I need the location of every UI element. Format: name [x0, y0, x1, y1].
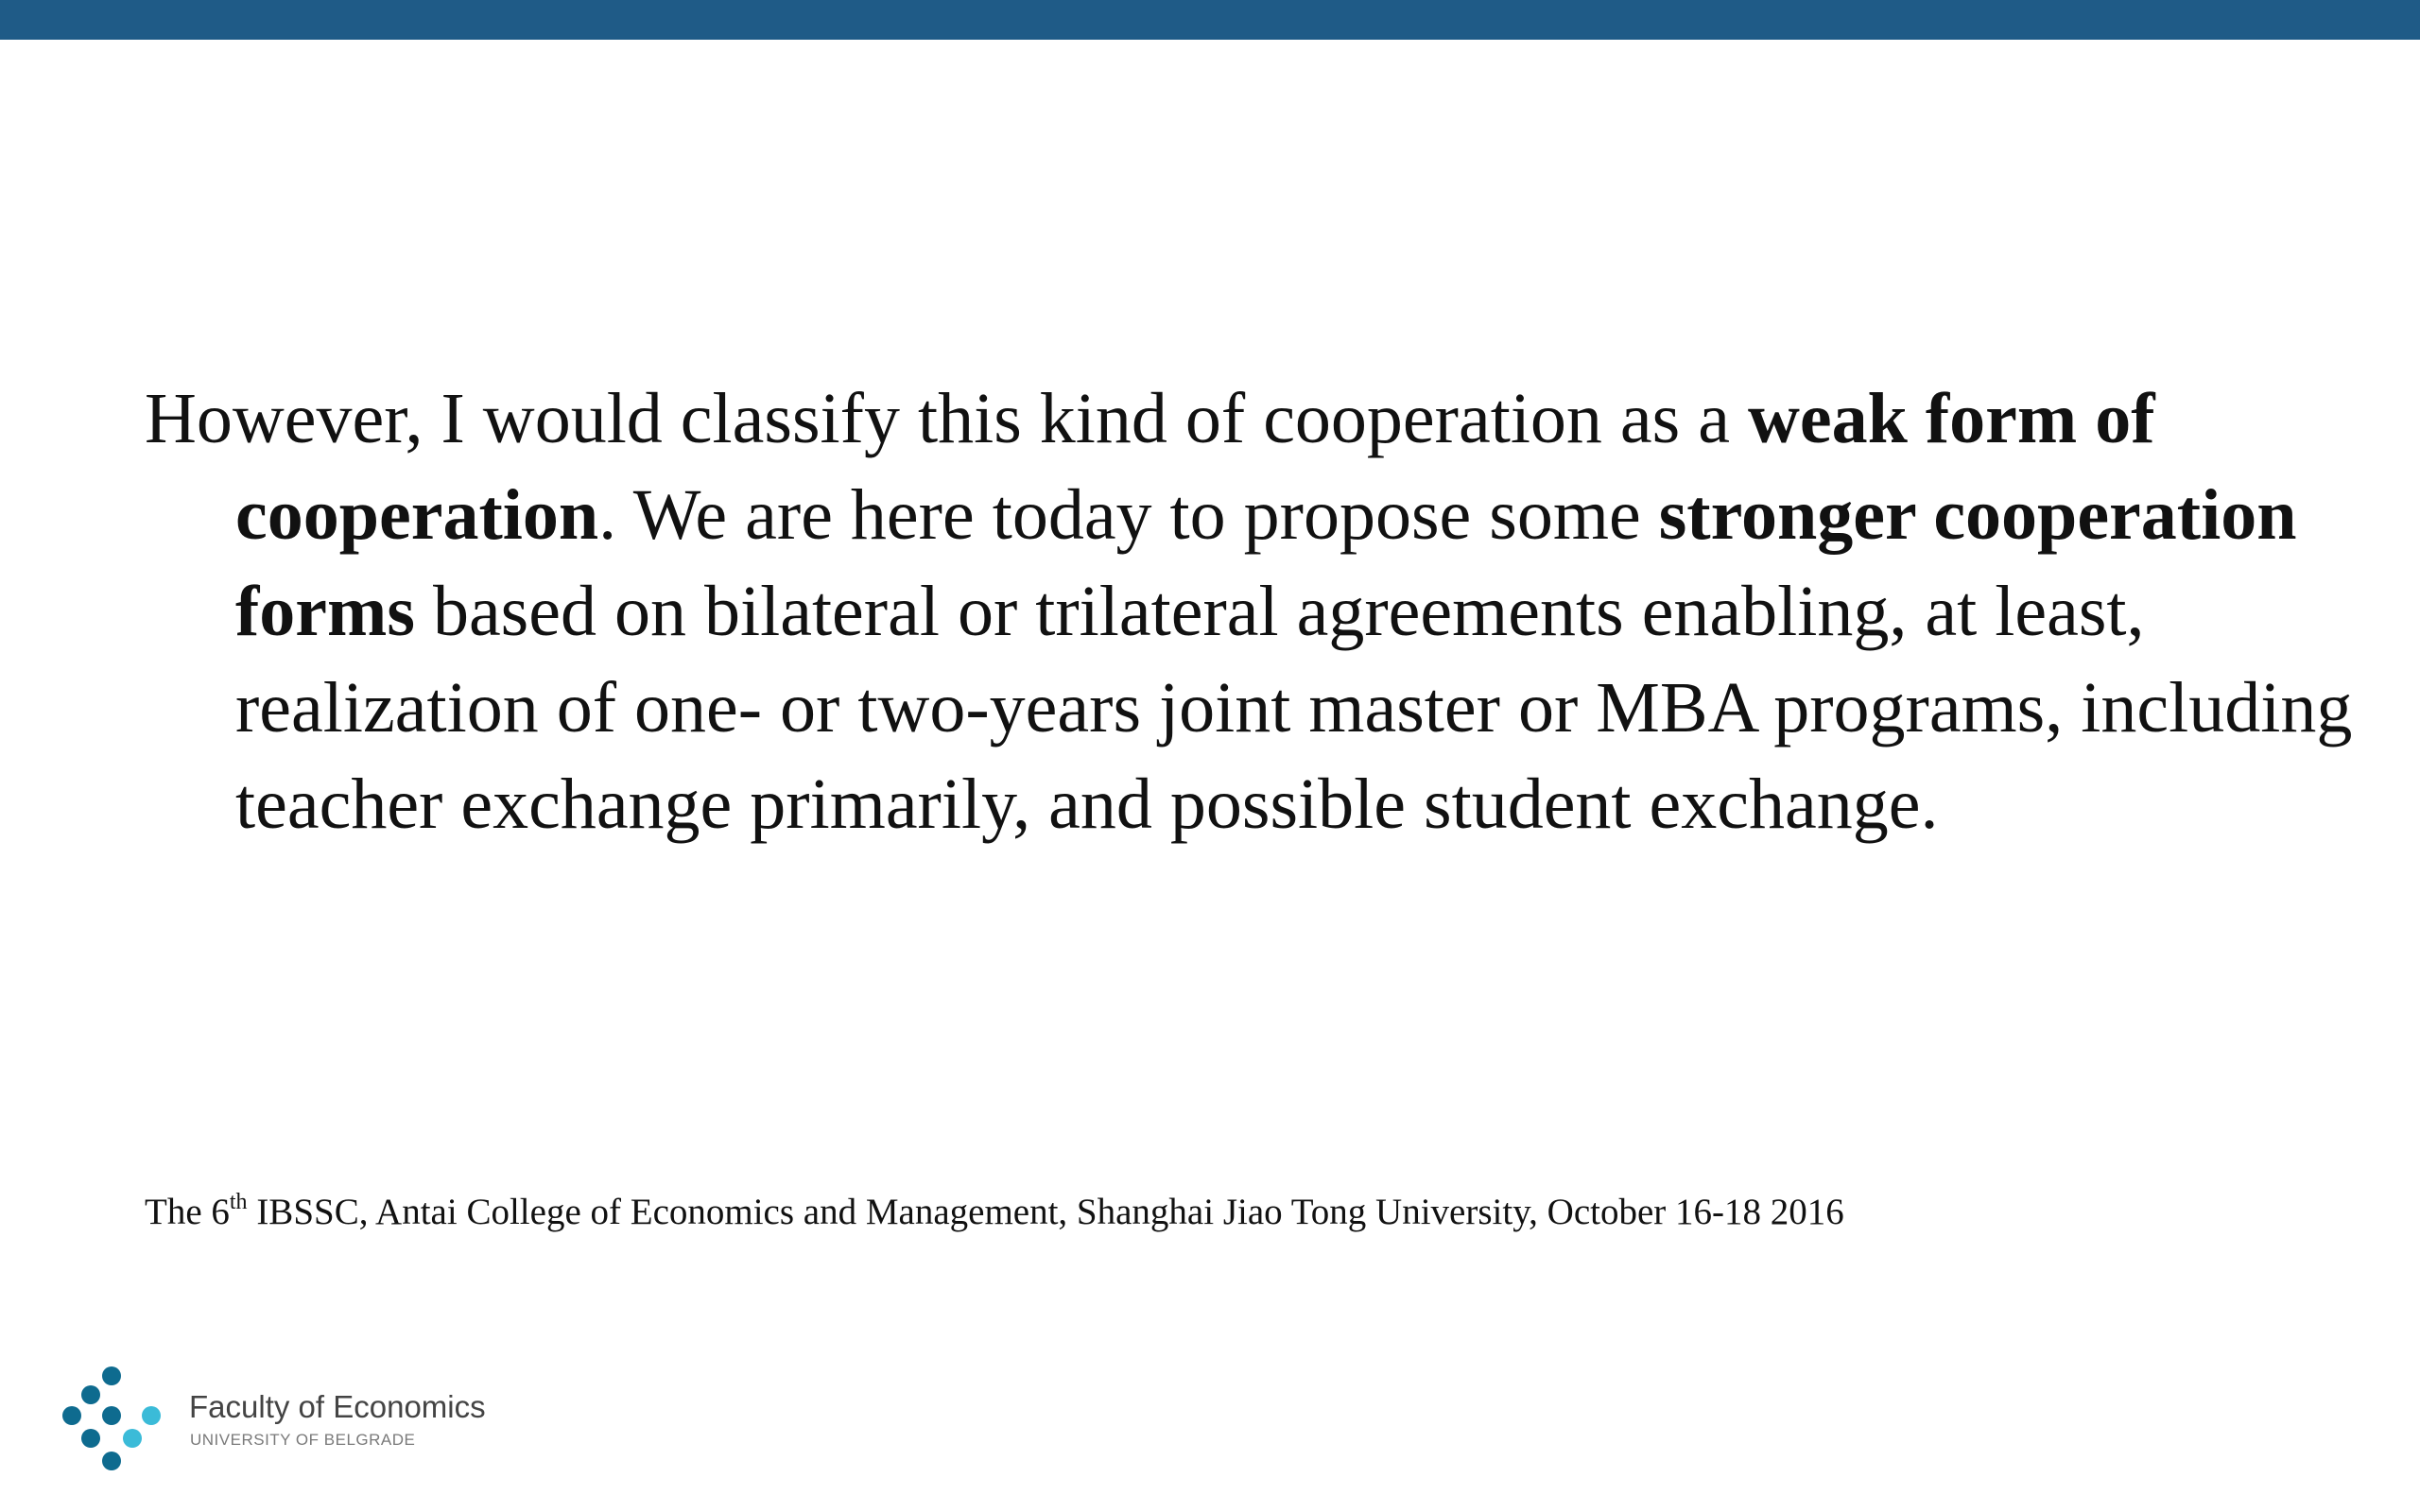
- paragraph-text-2: . We are here today to propose some: [598, 475, 1659, 555]
- footer-rest: IBSSC, Antai College of Economics and Management, Shanghai Jiao Tong University, October 16-18 2016: [247, 1192, 1844, 1232]
- logo-title: Faculty of Economics: [189, 1389, 486, 1424]
- paragraph-bold-2: stronger cooperation forms: [235, 475, 2297, 651]
- footer-superscript: th: [229, 1190, 248, 1214]
- main-paragraph: [145, 370, 2372, 852]
- footer-prefix: The 6: [145, 1192, 230, 1232]
- conference-footer: [145, 1189, 1844, 1236]
- paragraph-bold-1: weak form of cooperation: [235, 379, 2155, 555]
- paragraph-text-1: However, I would classify this kind of cooperation as a: [145, 379, 1748, 458]
- logo-dots-icon: [57, 1363, 170, 1480]
- top-accent-bar: [0, 0, 2420, 40]
- paragraph-text-3: based on bilateral or trilateral agreements enabling, at least, realization of one- or two-years joint master or MBA programs, including teacher exchange primarily, and possible student exchange.: [235, 572, 2353, 844]
- faculty-logo: [57, 1363, 548, 1486]
- logo-subtitle: UNIVERSITY OF BELGRADE: [190, 1431, 416, 1449]
